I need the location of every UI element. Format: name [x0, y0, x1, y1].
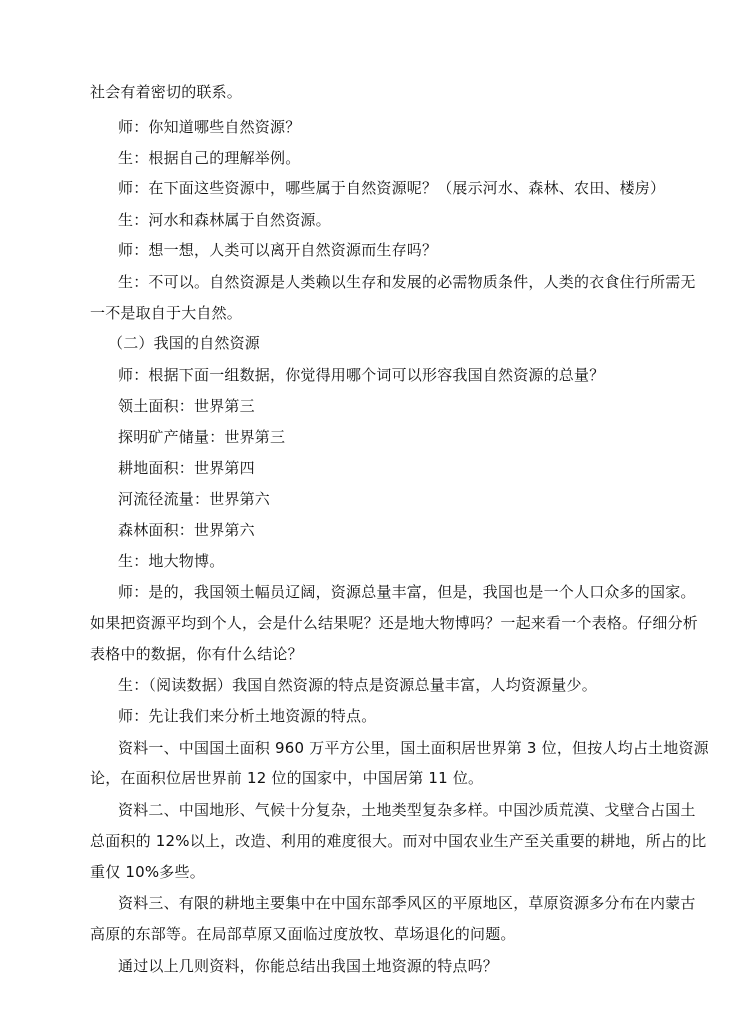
text-line: 生：地大物博。 — [118, 552, 225, 570]
text-line: 生：河水和森林属于自然资源。 — [118, 211, 331, 229]
text-line: 总面积的 12%以上，改造、利用的难度很大。而对中国农业生产至关重要的耕地，所占的比 — [90, 832, 707, 850]
text-line: 资料二、中国地形、气候十分复杂，土地类型复杂多样。中国沙质荒漠、戈壁合占国土 — [118, 801, 696, 819]
text-line: 资料三、有限的耕地主要集中在中国东部季风区的平原地区，草原资源多分布在内蒙古 — [118, 894, 696, 912]
text-line: 论，在面积位居世界前 12 位的国家中，中国居第 11 位。 — [90, 769, 484, 787]
data-item: 森林面积：世界第六 — [118, 521, 255, 539]
text-line: 师：先让我们来分析土地资源的特点。 — [118, 707, 377, 725]
text-line: 如果把资源平均到个人，会是什么结果呢？还是地大物博吗？一起来看一个表格。仔细分析 — [90, 614, 699, 632]
text-line: 资料一、中国国土面积 960 万平方公里，国土面积居世界第 3 位，但按人均占土地资源 — [118, 739, 709, 757]
text-line: 师：是的，我国领土幅员辽阔，资源总量丰富，但是，我国也是一个人口众多的国家。 — [118, 583, 696, 601]
text-line: 生：（阅读数据）我国自然资源的特点是资源总量丰富，人均资源量少。 — [118, 676, 597, 694]
section-heading: （二）我国的自然资源 — [108, 334, 261, 352]
text-line: 生：不可以。自然资源是人类赖以生存和发展的必需物质条件，人类的衣食住行所需无 — [118, 273, 696, 291]
text-line: 师：根据下面一组数据，你觉得用哪个词可以形容我国自然资源的总量？ — [118, 366, 605, 384]
data-item: 探明矿产储量：世界第三 — [118, 428, 286, 446]
text-line: 重仅 10%多些。 — [90, 863, 205, 881]
text-line: 一不是取自于大自然。 — [90, 304, 243, 322]
text-line: 表格中的数据，你有什么结论？ — [90, 645, 303, 663]
data-item: 领土面积：世界第三 — [118, 397, 255, 415]
text-line: 通过以上几则资料，你能总结出我国土地资源的特点吗？ — [118, 957, 499, 975]
data-item: 河流径流量：世界第六 — [118, 490, 271, 508]
text-line: 师：想一想，人类可以离开自然资源而生存吗？ — [118, 241, 438, 259]
data-item: 耕地面积：世界第四 — [118, 459, 255, 477]
text-line: 师：在下面这些资源中，哪些属于自然资源呢？（展示河水、森林、农田、楼房） — [118, 179, 666, 197]
text-line: 师：你知道哪些自然资源？ — [118, 118, 301, 136]
text-line: 生：根据自己的理解举例。 — [118, 149, 301, 167]
text-line: 高原的东部等。在局部草原又面临过度放牧、草场退化的问题。 — [90, 925, 516, 943]
text-line: 社会有着密切的联系。 — [90, 83, 243, 101]
